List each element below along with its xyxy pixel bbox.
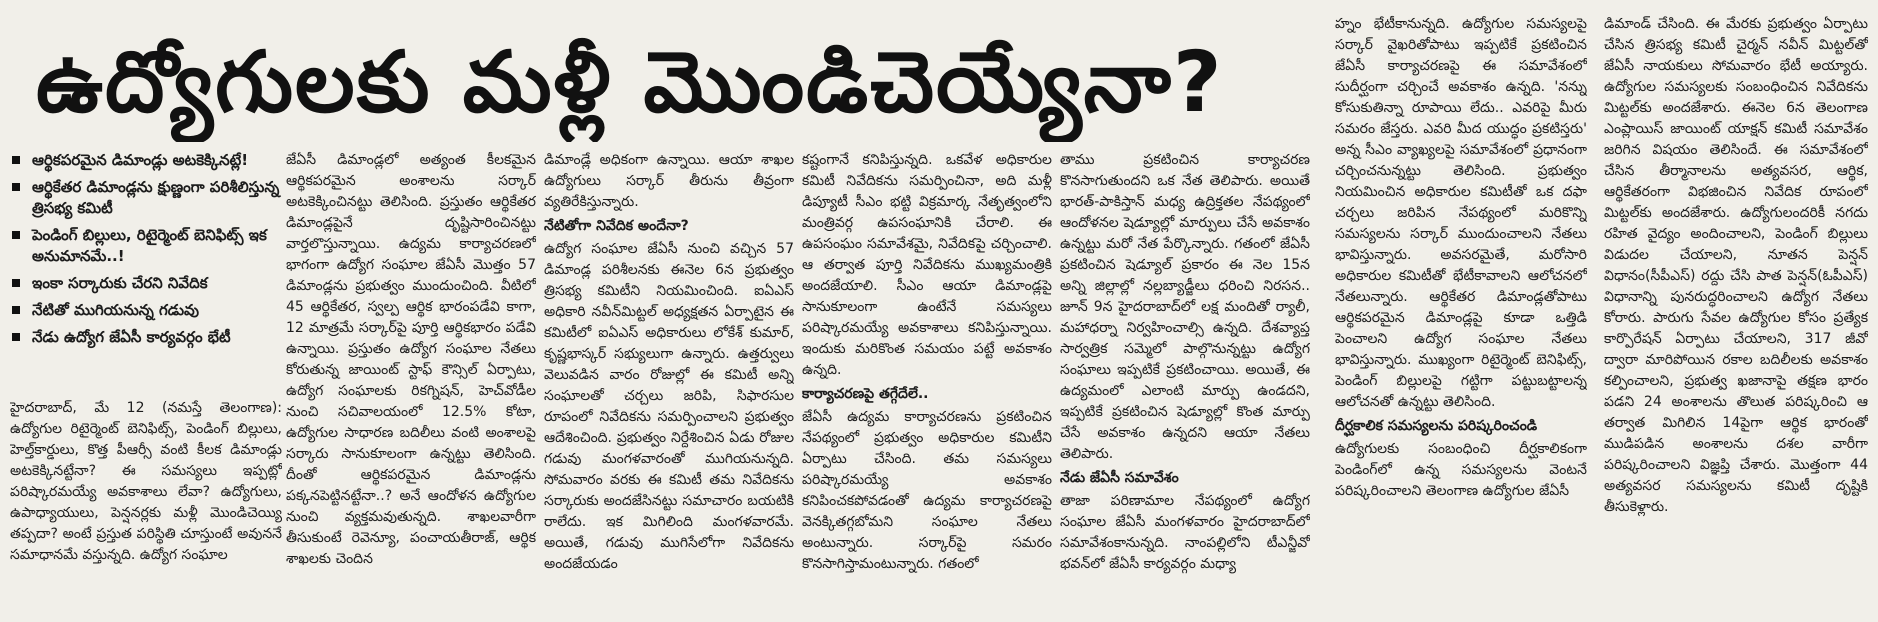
- column-text: జేఏసీ డిమాండ్లలో అత్యంత కీలకమైన ఆర్థికపరమైన అంశాలను సర్కార్ అటకెక్కించినట్టు తెలిసింది. ప్రస్తుతం ఆర్థికేతర డిమాండ్లపైనే దృష్టిసారించినట్టు వార్తలొస్తున్నాయి. ఉద్యమ కార్యాచరణలో భాగంగా ఉద్యోగ సంఘాల జేఏసీ మొత్తం 57 డిమాండ్లను ప్రభుత్వం ముందుంచింది. వీటిలో 45 ఆర్థికేతర, స్వల్ప ఆర్థిక భారంపడేవి కాగా, 12 మాత్రమే సర్కార్‌పై పూర్తి ఆర్థికభారం పడేవి ఉన్నాయి. ప్రస్తుతం ఉద్యోగ సంఘాల నేతలు కోరుతున్న జాయింట్ స్టాఫ్ కౌన్సిల్ ఏర్పాటు, ఉద్యోగ సంఘాలకు రికగ్నిషన్, హెచ్‌వోడీల నుంచి సచివాలయంలో 12.5% కోటా, ఉద్యోగుల సాధారణ బదిలీలు వంటి అంశాలపై సర్కారు సానుకూలంగా ఉన్నట్టు తెలిసింది. దీంతో ఆర్థికపరమైన డిమాండ్లను పక్కనపెట్టినట్టేనా..? అనే ఆందోళన ఉద్యోగుల నుంచి వ్యక్తమవుతున్నది. శాఖలవారీగా తీసుకుంటే రెవెన్యూ, పంచాయతీరాజ్, ఆర్థిక శాఖలకు చెందిన: [286, 152, 536, 567]
- square-bullet-icon: [12, 279, 20, 287]
- article-column-1: [10, 398, 282, 616]
- column-text: ఉద్యోగులకు సంబంధించి దీర్ఘకాలికంగా పెండింగ్‌లో ఉన్న సమస్యలను వెంటనే పరిష్కరించాలని తెలంగాణ ఉద్యోగుల జేఏసీ: [1335, 441, 1587, 499]
- bullet-item: [10, 300, 285, 321]
- subheading: నేటితోగా నివేదిక అందేనా?: [544, 218, 689, 234]
- square-bullet-icon: [12, 333, 20, 341]
- square-bullet-icon: [12, 306, 20, 314]
- subheading: దీర్ఘకాలిక సమస్యలను పరిష్కరించండి: [1335, 418, 1538, 434]
- bullet-item: [10, 150, 285, 171]
- article-column-2: [286, 150, 536, 616]
- square-bullet-icon: [12, 183, 20, 191]
- column-text: డిమాండ్ చేసింది. ఈ మేరకు ప్రభుత్వం ఏర్పాటు చేసిన త్రిసభ్య కమిటీ చైర్మన్ నవీన్ మిట్టల్‌తో జేఏసీ నాయకులు సోమవారం భేటీ అయ్యారు. ఉద్యోగుల సమస్యలకు సంబంధించిన నివేదికను మిట్టల్‌కు అందజేశారు. ఈనెల 6న తెలంగాణ ఎంప్లాయిస్ జాయింట్ యాక్షన్ కమిటీ సమావేశం జరిగిన విషయం తెలిసిందే. ఈ సమావేశంలో చేసిన తీర్మానాలను అత్యవసర, ఆర్థిక, ఆర్థికేతరంగా విభజించిన నివేదిక రూపంలో మిట్టల్‌కు అందజేశారు. ఉద్యోగులందరికీ నగదు రహిత వైద్యం అందించాలని, పెండింగ్ బిల్లులు విడుదల చేయాలని, నూతన పెన్షన్ విధానం(సీపీఎస్) రద్దు చేసి పాత పెన్షన్(ఓపీఎస్) విధానాన్ని పునరుద్ధరించాలని ఉద్యోగ నేతలు కోరారు. పారుగు సేవల ఉద్యోగుల కోసం ప్రత్యేక కార్పొరేషన్ ఏర్పాటు చేయాలని, 317 జీవో ద్వారా మారిపోయిన రకాల బదిలీలకు అవకాశం కల్పించాలని, ప్రభుత్వ ఖజానాపై తక్షణ భారం పడని 24 అంశాలను తొలుత పరిష్కరించి ఆ తర్వాత మిగిలిన 14పైగా ఆర్థిక భారంతో ముడిపడిన అంశాలను దశల వారీగా పరిష్కరించాలని విజ్ఞప్తి చేశారు. మొత్తంగా 44 అత్యవసర సమస్యలను కమిటీ దృష్టికి తీసుకెళ్లారు.: [1604, 16, 1868, 515]
- column-text: జేఏసీ ఉద్యమ కార్యాచరణను ప్రకటించిన నేపథ్యంలో ప్రభుత్వం అధికారుల కమిటీని ఏర్పాటు చేసింది. తమ సమస్యలు పరిష్కారమయ్యే అవకాశం కనిపించకపోవడంతో ఉద్యమ కార్యాచరణపై వెనక్కితగ్గబోమని సంఘాల నేతలు అంటున్నారు. సర్కార్‌పై సమరం కొనసాగిస్తామంటున్నారు. గతంలో: [802, 409, 1052, 572]
- article-column-6: [1335, 14, 1587, 616]
- headline: ఉద్యోగులకు మళ్లీ మొండిచెయ్యేనా?: [36, 33, 1224, 131]
- bullet-text: ఇంకా సర్కారుకు చేరని నివేదిక: [32, 274, 208, 292]
- column-text: కష్టంగానే కనిపిస్తున్నది. ఒకవేళ అధికారుల కమిటీ నివేదికను సమర్పించినా, అది మళ్లీ డిప్యూటీ సీఎం భట్టి విక్రమార్క నేతృత్వంలోని మంత్రివర్గ ఉపసంఘానికి చేరాలి. ఈ ఉపసంఘం సమావేశమై, నివేదికపై చర్చించాలి. ఆ తర్వాత పూర్తి నివేదికను ముఖ్యమంత్రికి అందజేయాలి. సీఎం ఆయా డిమాండ్లపై సానుకూలంగా ఉంటేనే సమస్యలు పరిష్కారమయ్యే అవకాశాలు కనిపిస్తున్నాయి. ఇందుకు మరికొంత సమయం పట్టే అవకాశం ఉన్నది.: [802, 152, 1052, 378]
- bullet-item: [10, 327, 285, 348]
- article-column-7: [1604, 14, 1868, 616]
- bullet-text: ఆర్థికేతర డిమాండ్లను క్షుణ్ణంగా పరిశీలిస్తున్న త్రిసభ్య కమిటీ: [32, 178, 280, 217]
- square-bullet-icon: [12, 156, 20, 164]
- article-column-3: [544, 150, 794, 616]
- bullet-item: [10, 177, 285, 219]
- highlight-bullets: [10, 150, 285, 354]
- article-column-4: [802, 150, 1052, 616]
- article-column-5: [1060, 150, 1310, 616]
- column-text: తాము ప్రకటించిన కార్యాచరణ కొనసాగుతుందని ఒక నేత తెలిపారు. అయితే భారత్-పాకిస్తాన్ మధ్య ఉద్రిక్తతల నేపథ్యంలో ఆందోళనల షెడ్యూల్లో మార్పులు చేసే అవకాశం ఉన్నట్టు మరో నేత పేర్కొన్నారు. గతంలో జేఏసీ ప్రకటించిన షెడ్యూల్ ప్రకారం ఈ నెల 15న అన్ని జిల్లాల్లో నల్లబ్యాడ్జీలు ధరించి నిరసన.. జూన్ 9న హైదరాబాద్‌లో లక్ష మందితో ర్యాలీ, మహాధర్నా నిర్వహించాల్సి ఉన్నది. దేశవ్యాప్త సార్వత్రిక సమ్మెలో పాల్గొనున్నట్టు ఉద్యోగ సంఘాలు ఇప్పటికే ప్రకటించాయి. అయితే, ఈ ఉద్యమంలో ఎలాంటి మార్పు ఉండదని, ఇప్పటికే ప్రకటించిన షెడ్యూల్లో కొంత మార్పు చేసే అవకాశం ఉన్నదని ఆయా నేతలు తెలిపారు.: [1060, 152, 1310, 462]
- column-text: ఉద్యోగ సంఘాల జేఏసీ నుంచి వచ్చిన 57 డిమాండ్ల పరిశీలనకు ఈనెల 6న ప్రభుత్వం త్రిసభ్య కమిటీని నియమించింది. ఐఏఎస్ అధికారి నవీన్‌మిట్టల్ అధ్యక్షతన ఏర్పాటైన ఈ కమిటీలో ఐఏఎస్ అధికారులు లోకేశ్ కుమార్, కృష్ణభాస్కర్ సభ్యులుగా ఉన్నారు. ఉత్తర్వులు వెలువడిన వారం రోజుల్లో ఈ కమిటీ అన్ని సంఘాలతో చర్చలు జరిపి, సిఫారసుల రూపంలో నివేదికను సమర్పించాలని ప్రభుత్వం ఆదేశించింది. ప్రభుత్వం నిర్దేశించిన ఏడు రోజుల గడువు మంగళవారంతో ముగియనున్నది. సోమవారం వరకు ఈ కమిటీ తమ నివేదికను సర్కారుకు అందజేసినట్టు సమాచారం బయటికి రాలేదు. ఇక మిగిలింది మంగళవారమే. అయితే, గడువు ముగిసేలోగా నివేదికను అందజేయడం: [544, 241, 794, 572]
- subheading: కార్యాచరణపై తగ్గేదేలే..: [802, 386, 929, 402]
- column-text: హ్నం భేటీకానున్నది. ఉద్యోగుల సమస్యలపై సర్కార్ వైఖరితోపాటు ఇప్పటికే ప్రకటించిన జేఏసీ కార్యాచరణపై ఈ సమావేశంలో సుదీర్ఘంగా చర్చించే అవకాశం ఉన్నది. 'నన్ను కోసుకుతిన్నా రూపాయి లేదు.. ఎవరిపై మీరు సమరం జేస్తరు. ఎవరి మీద యుద్ధం ప్రకటిస్తరు' అన్న సీఎం వ్యాఖ్యలపై సమావేశంలో ప్రధానంగా చర్చించనున్నట్టు తెలిసింది. ప్రభుత్వం నియమించిన అధికారుల కమిటీతో ఒక దఫా చర్చలు జరిపిన నేపథ్యంలో మరికొన్ని సమస్యలను సర్కార్ ముందుంచాలని నేతలు భావిస్తున్నారు. అవసరమైతే, మరోసారి అధికారుల కమిటీతో భేటీకావాలని ఆలోచనలో నేతలున్నారు. ఆర్థికేతర డిమాండ్లతోపాటు ఆర్థికపరమైన డిమాండ్లపై కూడా ఒత్తిడి పెంచాలని ఉద్యోగ సంఘాల నేతలు భావిస్తున్నారు. ముఖ్యంగా రిటైర్మెంట్ బెనిఫిట్స్, పెండింగ్ బిల్లులపై గట్టిగా పట్టుబట్టాలన్న ఆలోచనతో ఉన్నట్టు తెలిసింది.: [1335, 16, 1587, 410]
- bullet-text: పెండింగ్ బిల్లులు, రిటైర్మెంట్ బెనిఫిట్స్ ఇక అనుమానమే..!: [32, 226, 267, 265]
- bullet-text: నేటితో ముగియనున్న గడువు: [32, 301, 200, 319]
- subheading: నేడు జేఏసీ సమావేశం: [1060, 470, 1179, 486]
- bullet-item: [10, 225, 285, 267]
- column-text: డిమాండ్లే అధికంగా ఉన్నాయి. ఆయా శాఖల ఉద్యోగులు సర్కార్ తీరును తీవ్రంగా వ్యతిరేకిస్తున్నారు.: [544, 152, 794, 210]
- bullet-text: నేడు ఉద్యోగ జేఏసీ కార్యవర్గం భేటీ: [32, 328, 231, 346]
- square-bullet-icon: [12, 231, 20, 239]
- column-text: తాజా పరిణామాల నేపథ్యంలో ఉద్యోగ సంఘాల జేఏసీ మంగళవారం హైదరాబాద్‌లో సమావేశంకానున్నది. నాంపల్లిలోని టీఎన్జీవో భవన్‌లో జేఏసీ కార్యవర్గం మధ్యా: [1060, 493, 1310, 572]
- bullet-text: ఆర్థికపరమైన డిమాండ్లు అటకెక్కినట్లే!: [32, 151, 249, 169]
- bullet-item: [10, 273, 285, 294]
- column-text: హైదరాబాద్, మే 12 (నమస్తే తెలంగాణ): ఉద్యోగుల రిటైర్మెంట్ బెనిఫిట్స్, పెండింగ్ బిల్లులు, హెల్త్‌కార్డులు, కొత్త పీఆర్సీ వంటి కీలక డిమాండ్లు అటకెక్కినట్టేనా? ఈ సమస్యలు ఇప్పట్లో పరిష్కారమయ్యే అవకాశాలు లేవా? ఉద్యోగులు, ఉపాధ్యాయులు, పెన్షనర్లకు మళ్లీ మొండిచెయ్యి తప్పదా? అంటే ప్రస్తుత పరిస్థితి చూస్తుంటే అవుననే సమాధానమే వస్తున్నది. ఉద్యోగ సంఘాల: [10, 400, 282, 563]
